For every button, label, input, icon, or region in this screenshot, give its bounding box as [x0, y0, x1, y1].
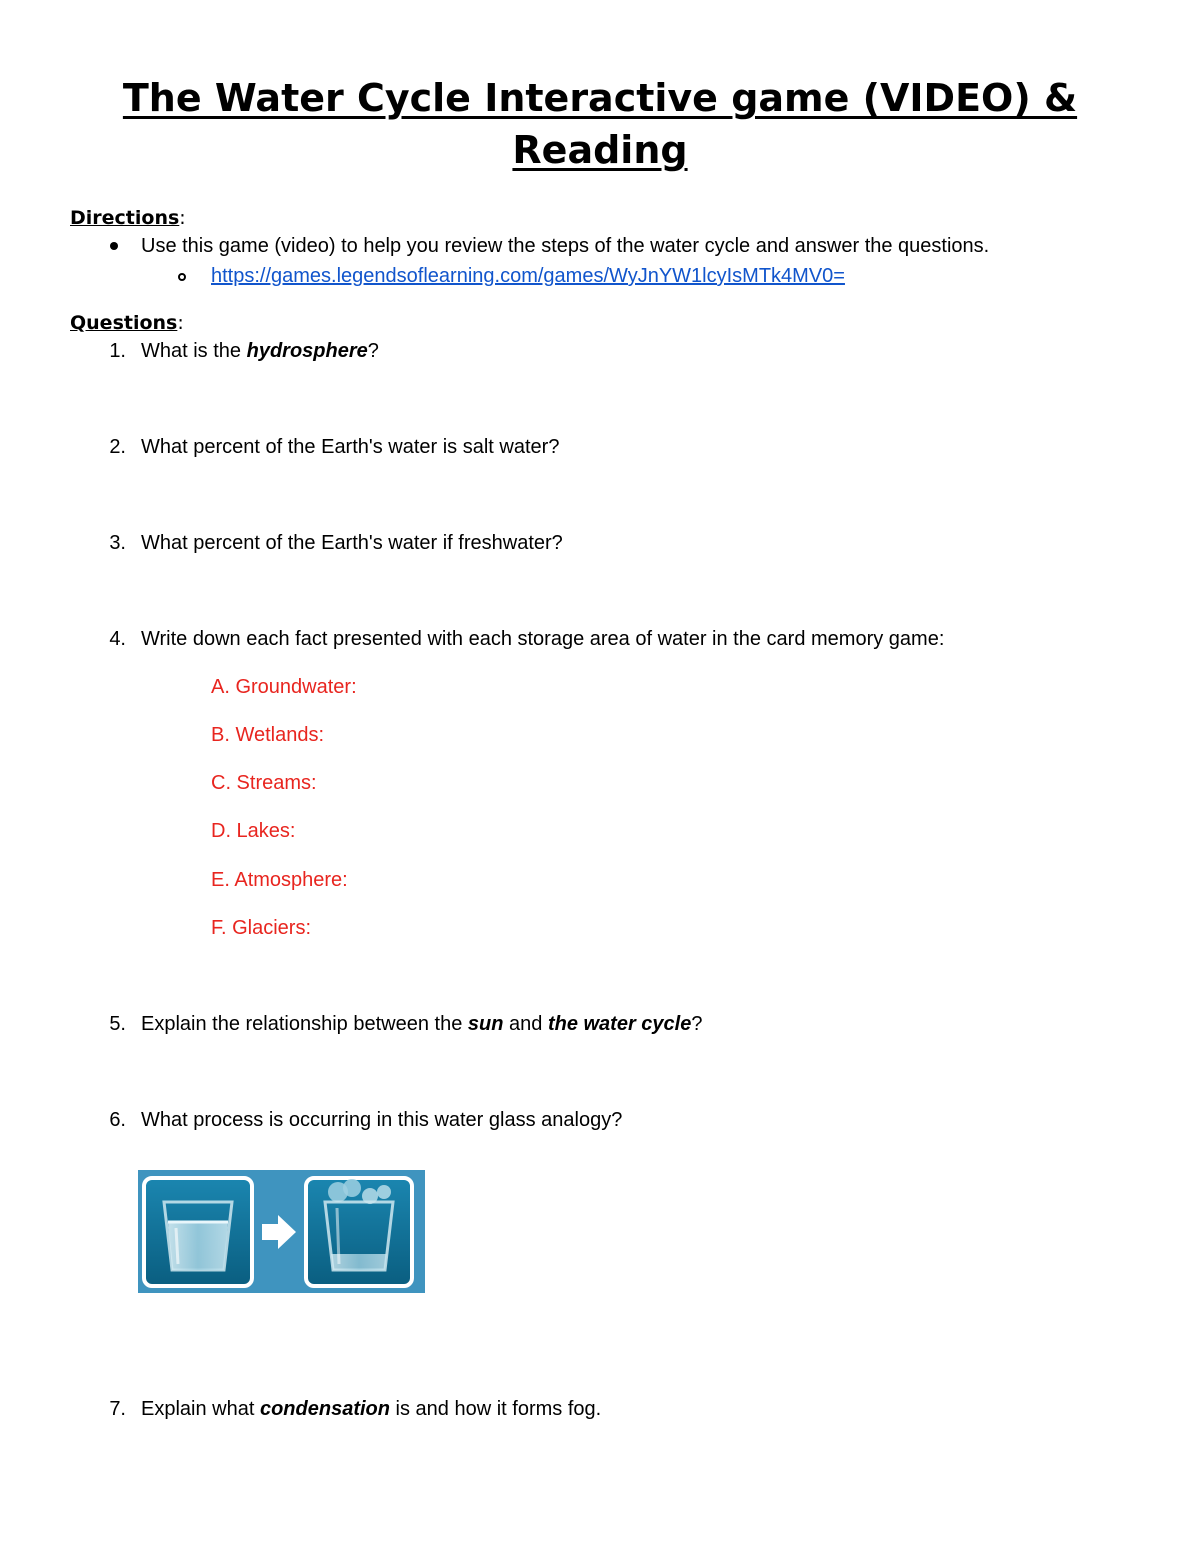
q1-emphasis: hydrosphere: [246, 340, 368, 362]
q7-number: 7.: [109, 1398, 126, 1420]
q4-item-groundwater: A. Groundwater:: [211, 676, 357, 698]
q3-text: What percent of the Earth's water if freshwater?: [141, 532, 563, 554]
q7-pre: Explain what: [141, 1398, 260, 1420]
q5-text: [141, 1011, 702, 1037]
q4-item-atmosphere: E. Atmosphere:: [211, 869, 348, 891]
q1-post: ?: [367, 340, 379, 362]
q6-text: What process is occurring in this water glass analogy?: [141, 1109, 623, 1131]
directions-bullet-text: Use this game (video) to help you review the steps of the water cycle and answer the questions.: [141, 235, 990, 257]
evaporating-glass-icon: [306, 1178, 412, 1286]
q4-text: Write down each fact presented with each storage area of water in the card memory game:: [141, 628, 945, 650]
bullet-dot-icon: [110, 242, 118, 250]
q1-pre: What is the: [141, 340, 247, 362]
full-glass-icon: [144, 1178, 252, 1286]
q5-emphasis-sun: sun: [467, 1013, 504, 1035]
questions-colon: :: [177, 312, 184, 334]
q4-item-wetlands: B. Wetlands:: [211, 724, 325, 746]
q1-text: [141, 338, 379, 364]
bullet-ring-icon: [178, 273, 186, 281]
directions-heading: [70, 205, 186, 231]
q3-number: 3.: [109, 532, 126, 554]
q5-number: 5.: [109, 1013, 126, 1035]
q4-number: 4.: [109, 628, 126, 650]
q5-emphasis-water-cycle: the water cycle: [547, 1013, 692, 1035]
q5-mid: and: [503, 1013, 548, 1035]
q6-number: 6.: [109, 1109, 126, 1131]
page-title: [70, 72, 1130, 176]
page-title-text: The Water Cycle Interactive game (VIDEO) & Reading: [122, 76, 1078, 172]
q2-number: 2.: [109, 436, 126, 458]
q5-post: ?: [691, 1013, 703, 1035]
directions-colon: :: [179, 207, 186, 229]
questions-label: Questions: [70, 312, 178, 334]
directions-label: Directions: [70, 207, 180, 229]
q4-item-lakes: D. Lakes:: [211, 820, 296, 842]
questions-heading: [70, 310, 184, 336]
q7-text: [141, 1396, 601, 1422]
q5-pre: Explain the relationship between the: [141, 1013, 468, 1035]
q1-number: 1.: [109, 340, 126, 362]
q2-text: What percent of the Earth's water is salt water?: [141, 436, 560, 458]
water-glass-illustration: [138, 1170, 425, 1293]
q4-item-glaciers: F. Glaciers:: [211, 917, 312, 939]
q7-emphasis: condensation: [259, 1398, 390, 1420]
game-link[interactable]: https://games.legendsoflearning.com/games/WyJnYW1lcyIsMTk4MV0=: [211, 265, 845, 287]
q7-post: is and how it forms fog.: [389, 1398, 602, 1420]
q4-item-streams: C. Streams:: [211, 772, 317, 794]
